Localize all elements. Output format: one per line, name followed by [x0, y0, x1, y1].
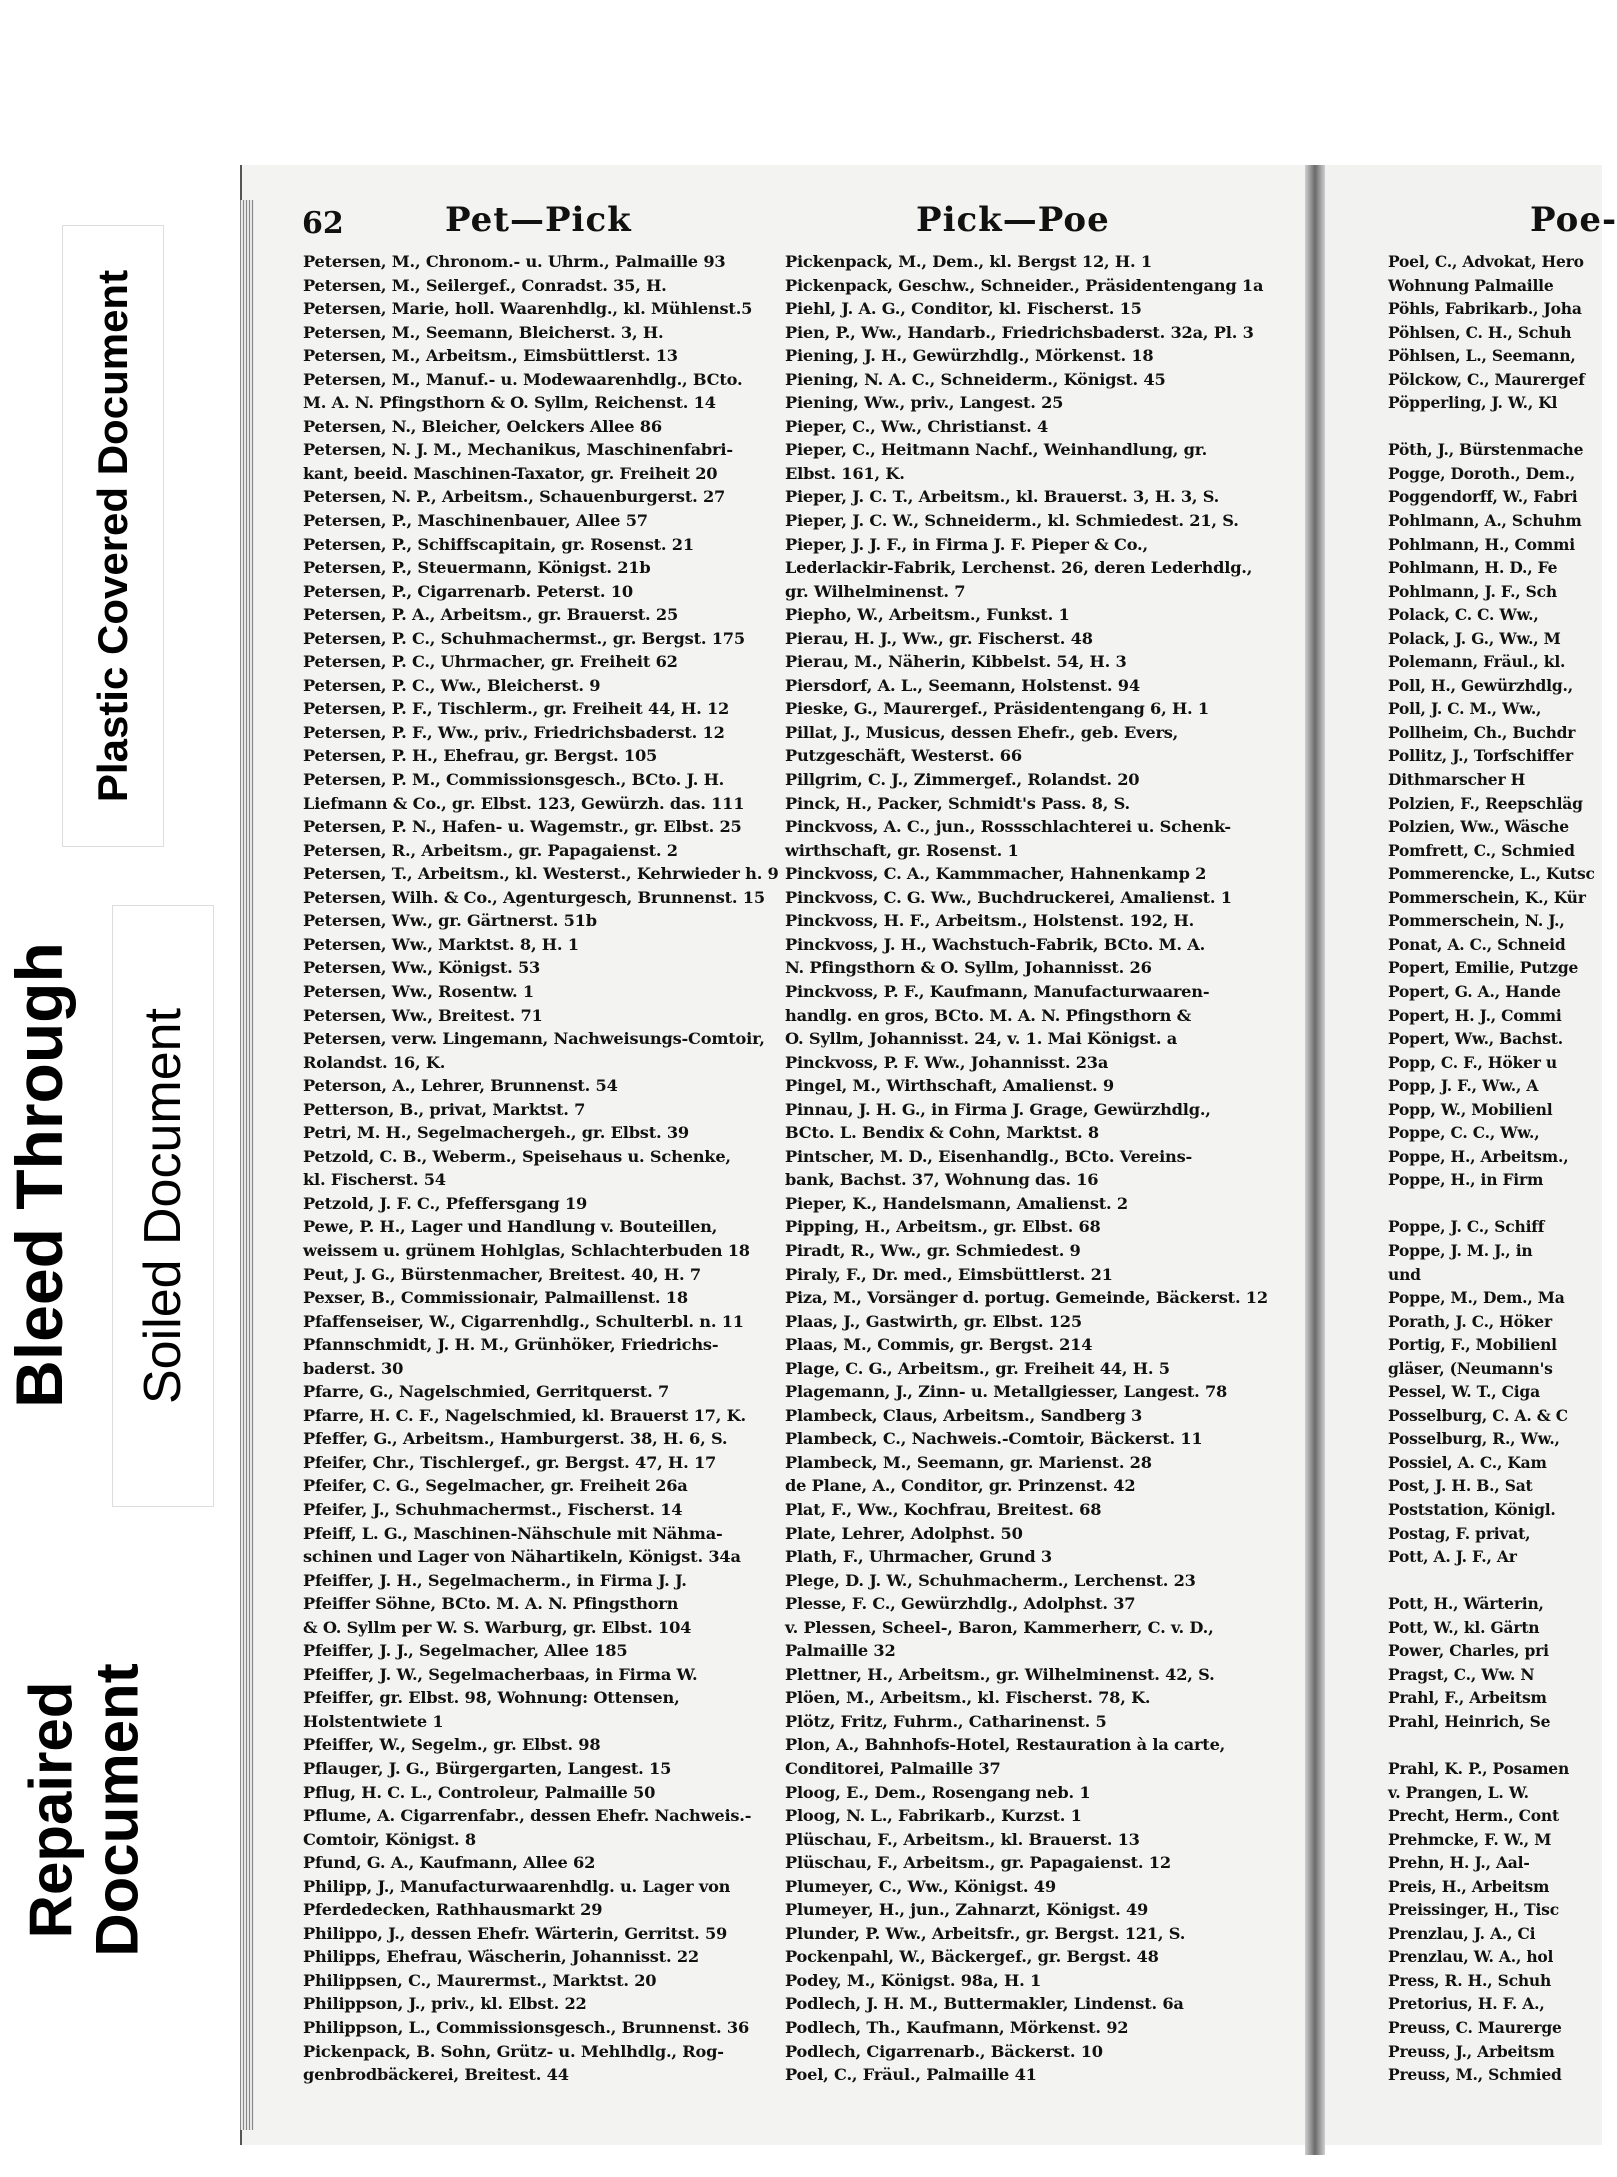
directory-entry: v. Plessen, Scheel-, Baron, Kammerherr, C. v. D., [785, 1617, 1214, 1637]
directory-entry: Ponat, A. C., Schneid [1388, 934, 1566, 954]
directory-entry: gläser, (Neumann's [1388, 1358, 1553, 1378]
directory-entry: Pillgrim, C. J., Zimmergef., Rolandst. 20 [785, 770, 1140, 790]
directory-entry: Ploog, E., Dem., Rosengang neb. 1 [785, 1782, 1091, 1802]
directory-entry: Posselburg, R., Ww., [1388, 1429, 1560, 1449]
directory-entry: Plumeyer, C., Ww., Königst. 49 [785, 1876, 1056, 1896]
directory-entry: Podey, M., Königst. 98a, H. 1 [785, 1970, 1042, 1990]
directory-entry: Poppe, C. C., Ww., [1388, 1123, 1540, 1143]
directory-entry: Petersen, P., Maschinenbauer, Allee 57 [303, 511, 648, 531]
directory-entry: Petersen, M., Chronom.- u. Uhrm., Palmaille 93 [303, 252, 726, 271]
directory-entry: kant, beeid. Maschinen-Taxator, gr. Freiheit 20 [303, 463, 718, 483]
bleed-through-tag [0, 870, 78, 1480]
directory-entry: Pipping, H., Arbeitsm., gr. Elbst. 68 [785, 1217, 1101, 1237]
left-column [303, 250, 779, 2100]
directory-entry: Pinckvoss, P. F. Ww., Johannisst. 23a [785, 1052, 1109, 1072]
directory-entry: Popert, G. A., Hande [1388, 981, 1561, 1001]
page-edges [240, 200, 254, 2130]
directory-entry: Podlech, J. H. M., Buttermakler, Lindenst. 6a [785, 1994, 1184, 2014]
directory-entry: Plambeck, M., Seemann, gr. Marienst. 28 [785, 1452, 1152, 1472]
directory-entry: BCto. L. Bendix & Cohn, Marktst. 8 [785, 1123, 1099, 1143]
directory-entry: de Plane, A., Conditor, gr. Prinzenst. 42 [785, 1476, 1136, 1496]
directory-entry: Petri, M. H., Segelmachergeh., gr. Elbst. 39 [303, 1123, 689, 1143]
directory-entry: Petterson, B., privat, Marktst. 7 [303, 1099, 586, 1119]
directory-entry: Pierau, H. J., Ww., gr. Fischerst. 48 [785, 628, 1093, 648]
directory-entry: Portig, F., Mobilienl [1388, 1335, 1557, 1355]
directory-entry: Pillat, J., Musicus, dessen Ehefr., geb. Evers, [785, 722, 1179, 742]
directory-entry: Pommerschein, K., Kür [1388, 887, 1586, 907]
directory-entry: M. A. N. Pfingsthorn & O. Syllm, Reichenst. 14 [303, 393, 716, 413]
directory-entry: Pott, H., Wärterin, [1388, 1594, 1544, 1614]
directory-entry: Poggendorff, W., Fabri [1388, 487, 1578, 507]
directory-entry [1388, 1192, 1598, 1216]
directory-entry: Precht, Herm., Cont [1388, 1806, 1559, 1826]
directory-entry: Poststation, Königl. [1388, 1499, 1556, 1519]
directory-entry [1388, 1733, 1598, 1757]
directory-entry: Pflauger, J. G., Bürgergarten, Langest. 15 [303, 1759, 672, 1778]
directory-entry: Piehl, J. A. G., Conditor, kl. Fischerst. 15 [785, 299, 1142, 319]
directory-entry: Plaas, J., Gastwirth, gr. Elbst. 125 [785, 1311, 1082, 1331]
directory-entry: Philippo, J., dessen Ehefr. Wärterin, Gerritst. 59 [303, 1923, 728, 1943]
directory-entry [1388, 415, 1598, 439]
directory-entry: Petersen, M., Seilergef., Conradst. 35, H. [303, 275, 667, 295]
directory-entry: Pingel, M., Wirthschaft, Amalienst. 9 [785, 1076, 1114, 1096]
directory-entry: Piening, J. H., Gewürzhdlg., Mörkenst. 18 [785, 346, 1154, 366]
directory-entry: wirthschaft, gr. Rosenst. 1 [785, 840, 1019, 860]
directory-entry: Pockenpahl, W., Bäckergef., gr. Bergst. 48 [785, 1947, 1159, 1967]
directory-entry: Plüschau, F., Arbeitsm., gr. Papagaienst. 12 [785, 1853, 1171, 1873]
header-right: Poe- [1530, 200, 1617, 240]
directory-entry: Popp, J. F., Ww., A [1388, 1076, 1539, 1096]
directory-entry: Popert, Emilie, Putzge [1388, 958, 1579, 978]
directory-entry: Poll, J. C. M., Ww., [1388, 699, 1542, 719]
directory-entry: Dithmarscher H [1388, 770, 1526, 790]
directory-entry: Rolandst. 16, K. [303, 1052, 446, 1072]
directory-entry: Liefmann & Co., gr. Elbst. 123, Gewürzh. das. 111 [303, 793, 745, 813]
directory-entry: Plüschau, F., Arbeitsm., kl. Brauerst. 13 [785, 1829, 1140, 1849]
header-left: Pet—Pick [445, 200, 632, 240]
directory-entry: Piersdorf, A. L., Seemann, Holstenst. 94 [785, 675, 1140, 695]
directory-entry: Power, Charles, pri [1388, 1641, 1549, 1661]
directory-entry: Pickenpack, M., Dem., kl. Bergst 12, H. 1 [785, 252, 1152, 271]
directory-entry: Elbst. 161, K. [785, 463, 905, 483]
directory-entry: Pinckvoss, H. F., Arbeitsm., Holstenst. 192, H. [785, 911, 1195, 931]
directory-entry: Pien, P., Ww., Handarb., Friedrichsbaderst. 32a, Pl. 3 [785, 322, 1254, 342]
directory-entry: Pfarre, H. C. F., Nagelschmied, kl. Brauerst 17, K. [303, 1405, 746, 1425]
directory-entry: Piraly, F., Dr. med., Eimsbüttlerst. 21 [785, 1264, 1113, 1284]
directory-entry: Pferdedecken, Rathhausmarkt 29 [303, 1900, 603, 1920]
directory-entry: Poppe, J. M. J., in [1388, 1240, 1533, 1260]
directory-entry: Petersen, verw. Lingemann, Nachweisungs-Comtoir, [303, 1029, 765, 1049]
directory-entry: Popp, C. F., Höker u [1388, 1052, 1557, 1072]
directory-entry: Prenzlau, W. A., hol [1388, 1947, 1554, 1967]
directory-entry: Petersen, T., Arbeitsm., kl. Westerst., Kehrwieder h. 9 [303, 864, 779, 884]
directory-entry: Lederlackir-Fabrik, Lerchenst. 26, deren Lederhdlg., [785, 558, 1253, 578]
directory-entry: Pfannschmidt, J. H. M., Grünhöker, Friedrichs- [303, 1335, 719, 1355]
directory-entry: Pinnau, J. H. G., in Firma J. Grage, Gewürzhdlg., [785, 1099, 1211, 1119]
directory-entry: Pott, A. J. F., Ar [1388, 1547, 1517, 1567]
directory-entry: Pfeffer, G., Arbeitsm., Hamburgerst. 38, H. 6, S. [303, 1429, 728, 1449]
directory-entry: Ploog, N. L., Fabrikarb., Kurzst. 1 [785, 1806, 1082, 1826]
directory-entry: Prahl, F., Arbeitsm [1388, 1688, 1547, 1708]
directory-entry: & O. Syllm per W. S. Warburg, gr. Elbst. 104 [303, 1617, 692, 1637]
directory-entry: Philippson, L., Commissionsgesch., Brunnenst. 36 [303, 2018, 750, 2038]
directory-entry: Petersen, P. C., Uhrmacher, gr. Freiheit 62 [303, 652, 678, 672]
directory-entry: Pfeiffer, gr. Elbst. 98, Wohnung: Ottensen, [303, 1688, 680, 1708]
directory-entry: Pexser, B., Commissionair, Palmaillenst. 18 [303, 1288, 688, 1308]
directory-entry: Petzold, C. B., Weberm., Speisehaus u. Schenke, [303, 1146, 731, 1166]
directory-entry: Podlech, Th., Kaufmann, Mörkenst. 92 [785, 2018, 1129, 2038]
directory-entry: Pieper, J. J. F., in Firma J. F. Pieper & Co., [785, 534, 1148, 554]
directory-entry: Poll, H., Gewürzhdlg., [1388, 675, 1573, 695]
directory-entry: Plunder, P. Ww., Arbeitsfr., gr. Bergst. 121, S. [785, 1923, 1186, 1943]
directory-entry: Pieper, K., Handelsmann, Amalienst. 2 [785, 1193, 1128, 1213]
directory-entry: Press, R. H., Schuh [1388, 1970, 1552, 1990]
header-center: Pick—Poe [916, 200, 1110, 240]
directory-entry: Palmaille 32 [785, 1641, 896, 1661]
directory-entry: Comtoir, Königst. 8 [303, 1829, 476, 1849]
directory-entry: Pfeiffer Söhne, BCto. M. A. N. Pfingsthorn [303, 1594, 679, 1614]
directory-entry: Petersen, Marie, holl. Waarenhdlg., kl. Mühlenst.5 [303, 299, 753, 319]
directory-entry: handlg. en gros, BCto. M. A. N. Pfingsthorn & [785, 1005, 1192, 1025]
bleed-through-label: Bleed Through [2, 942, 76, 1408]
directory-entry: Pollheim, Ch., Buchdr [1388, 722, 1576, 742]
directory-entry [1388, 1569, 1598, 1593]
directory-entry: Petersen, Ww., Rosentw. 1 [303, 981, 534, 1001]
directory-entry: Philipps, Ehefrau, Wäscherin, Johannisst. 22 [303, 1947, 699, 1967]
directory-entry: Pommerschein, N. J., [1388, 911, 1565, 931]
directory-entry: Petersen, Wilh. & Co., Agenturgesch, Brunnenst. 15 [303, 887, 765, 907]
directory-entry: Pinckvoss, P. F., Kaufmann, Manufacturwaaren- [785, 981, 1210, 1001]
directory-entry: Pohlmann, J. F., Sch [1388, 581, 1557, 601]
directory-entry: Pfeiff, L. G., Maschinen-Nähschule mit Nähma- [303, 1523, 723, 1543]
directory-entry: Petersen, M., Seemann, Bleicherst. 3, H. [303, 322, 664, 342]
directory-entry: Pintscher, M. D., Eisenhandlg., BCto. Vereins- [785, 1146, 1193, 1166]
directory-entry: Plöen, M., Arbeitsm., kl. Fischerst. 78, K. [785, 1688, 1151, 1708]
directory-entry: Petersen, Ww., Königst. 53 [303, 958, 541, 978]
directory-entry: Philippsen, C., Maurermst., Marktst. 20 [303, 1970, 657, 1990]
directory-entry: Petersen, Ww., Marktst. 8, H. 1 [303, 934, 579, 954]
directory-entry: Pollitz, J., Torfschiffer [1388, 746, 1573, 766]
tag-strip [0, 0, 240, 2177]
directory-entry: O. Syllm, Johannisst. 24, v. 1. Mai Königst. a [785, 1029, 1178, 1049]
directory-entry: Pott, W., kl. Gärtn [1388, 1617, 1540, 1637]
directory-entry: Pretorius, H. F. A., [1388, 1994, 1545, 2014]
directory-entry: Pfeifer, Chr., Tischlergef., gr. Bergst. 47, H. 17 [303, 1452, 717, 1472]
directory-entry: Piza, M., Vorsänger d. portug. Gemeinde, Bäckerst. 12 [785, 1288, 1268, 1308]
directory-entry: Poel, C., Advokat, Hero [1388, 252, 1584, 271]
directory-entry: Piening, Ww., priv., Langest. 25 [785, 393, 1064, 413]
directory-entry: Petersen, M., Arbeitsm., Eimsbüttlerst. 13 [303, 346, 678, 366]
repaired-label [19, 1663, 151, 1956]
directory-entry: Plath, F., Uhrmacher, Grund 3 [785, 1547, 1052, 1567]
directory-entry: Petersen, P. M., Commissionsgesch., BCto. J. H. [303, 770, 725, 790]
directory-entry: Polack, J. G., Ww., M [1388, 628, 1561, 648]
directory-entry: Piepho, W., Arbeitsm., Funkst. 1 [785, 605, 1070, 625]
directory-entry: Petersen, P. N., Hafen- u. Wagemstr., gr. Elbst. 25 [303, 817, 742, 837]
directory-entry: Putzgeschäft, Westerst. 66 [785, 746, 1022, 766]
directory-entry: Preuss, M., Schmied [1388, 2065, 1562, 2085]
directory-entry: Pieper, J. C. W., Schneiderm., kl. Schmiedest. 21, S. [785, 511, 1239, 531]
directory-entry: Pieper, C., Heitmann Nachf., Weinhandlung, gr. [785, 440, 1208, 460]
directory-entry: Pflug, H. C. L., Controleur, Palmaille 50 [303, 1782, 656, 1802]
directory-entry: Pfeiffer, J. W., Segelmacherbaas, in Firma W. [303, 1664, 698, 1684]
directory-entry: Pfeifer, J., Schuhmachermst., Fischerst. 14 [303, 1499, 683, 1519]
directory-entry: Polack, C. C. Ww., [1388, 605, 1539, 625]
directory-entry: Preissinger, H., Tisc [1388, 1900, 1559, 1920]
directory-entry: Pinckvoss, A. C., jun., Rossschlachterei u. Schenk- [785, 817, 1231, 837]
directory-entry: Pieper, C., Ww., Christianst. 4 [785, 416, 1049, 436]
directory-entry: Pragst, C., Ww. N [1388, 1664, 1535, 1684]
directory-entry: N. Pfingsthorn & O. Syllm, Johannisst. 26 [785, 958, 1152, 978]
directory-entry: Pölckow, C., Maurergef [1388, 369, 1585, 389]
plastic-covered-tag [62, 225, 164, 847]
directory-entry: Preuss, C. Maurerge [1388, 2018, 1562, 2038]
directory-entry: Pfeifer, C. G., Segelmacher, gr. Freiheit 26a [303, 1476, 688, 1496]
directory-entry: Pessel, W. T., Ciga [1388, 1382, 1540, 1402]
directory-entry: Petersen, P., Steuermann, Königst. 21b [303, 558, 651, 578]
directory-entry: Pohlmann, H., Commi [1388, 534, 1575, 554]
directory-entry: baderst. 30 [303, 1358, 404, 1378]
page-number: 62 [302, 206, 344, 241]
directory-entry: Plesse, F. C., Gewürzhdlg., Adolphst. 37 [785, 1594, 1136, 1614]
directory-entry: Pinckvoss, C. A., Kammmacher, Hahnenkamp 2 [785, 864, 1207, 884]
directory-entry: Petersen, M., Manuf.- u. Modewaarenhdlg., BCto. [303, 369, 743, 389]
directory-entry: Petersen, P., Cigarrenarb. Peterst. 10 [303, 581, 633, 601]
directory-entry: bank, Bachst. 37, Wohnung das. 16 [785, 1170, 1099, 1190]
directory-entry: Plagemann, J., Zinn- u. Metallgiesser, Langest. 78 [785, 1382, 1228, 1402]
directory-entry: Pickenpack, Geschw., Schneider., Präsidentengang 1a [785, 275, 1264, 295]
directory-entry: Poppe, M., Dem., Ma [1388, 1288, 1565, 1308]
directory-entry: Plate, Lehrer, Adolphst. 50 [785, 1523, 1023, 1543]
directory-entry: Pieper, J. C. T., Arbeitsm., kl. Brauerst. 3, H. 3, S. [785, 487, 1220, 507]
directory-entry: Polzien, Ww., Wäsche [1388, 817, 1569, 837]
soiled-tag [112, 905, 214, 1507]
directory-entry: Plettner, H., Arbeitsm., gr. Wilhelminenst. 42, S. [785, 1664, 1215, 1684]
directory-entry: Petzold, J. F. C., Pfeffersgang 19 [303, 1193, 588, 1213]
directory-entry: Pfeiffer, J. H., Segelmacherm., in Firma J. J. [303, 1570, 687, 1590]
directory-entry: Pfund, G. A., Kaufmann, Allee 62 [303, 1853, 596, 1873]
directory-entry: Petersen, N. P., Arbeitsm., Schauenburgerst. 27 [303, 487, 726, 507]
directory-entry: Pierau, M., Näherin, Kibbelst. 54, H. 3 [785, 652, 1127, 672]
directory-entry: Pomfrett, C., Schmied [1388, 840, 1575, 860]
directory-entry: Plambeck, Claus, Arbeitsm., Sandberg 3 [785, 1405, 1143, 1425]
directory-entry: Popert, Ww., Bachst. [1388, 1029, 1563, 1049]
directory-entry: Polemann, Fräul., kl. [1388, 652, 1566, 672]
directory-entry: Petersen, P. C., Ww., Bleicherst. 9 [303, 675, 601, 695]
directory-entry: Plon, A., Bahnhofs-Hotel, Restauration à la carte, [785, 1735, 1226, 1755]
directory-entry: Polzien, F., Reepschläg [1388, 793, 1583, 813]
directory-entry: v. Prangen, L. W. [1388, 1782, 1529, 1802]
directory-entry: Piradt, R., Ww., gr. Schmiedest. 9 [785, 1240, 1081, 1260]
directory-entry: Poel, C., Fräul., Palmaille 41 [785, 2065, 1037, 2085]
directory-entry: Wohnung Palmaille [1388, 275, 1554, 295]
directory-entry: Pfaffenseiser, W., Cigarrenhdlg., Schulterbl. n. 11 [303, 1311, 744, 1331]
directory-entry: Prahl, Heinrich, Se [1388, 1711, 1551, 1731]
repaired-tag [0, 1600, 170, 2020]
directory-entry: Plege, D. J. W., Schuhmacherm., Lerchenst. 23 [785, 1570, 1196, 1590]
directory-entry: Poppe, H., Arbeitsm., [1388, 1146, 1569, 1166]
directory-entry: Posselburg, C. A. & C [1388, 1405, 1568, 1425]
directory-entry: Plötz, Fritz, Fuhrm., Catharinenst. 5 [785, 1711, 1107, 1731]
directory-entry: Petersen, P. A., Arbeitsm., gr. Brauerst. 25 [303, 605, 679, 625]
directory-entry: Postag, F. privat, [1388, 1523, 1531, 1543]
directory-entry: Petersen, Ww., gr. Gärtnerst. 51b [303, 911, 597, 931]
directory-entry: Plaas, M., Commis, gr. Bergst. 214 [785, 1335, 1093, 1355]
directory-entry: Pewe, P. H., Lager und Handlung v. Bouteillen, [303, 1217, 718, 1237]
directory-entry: genbrodbäckerei, Breitest. 44 [303, 2065, 569, 2085]
directory-entry: Prenzlau, J. A., Ci [1388, 1923, 1536, 1943]
directory-entry: Petersen, P. F., Tischlerm., gr. Freiheit 44, H. 12 [303, 699, 730, 719]
directory-entry: Pommerencke, L., Kutsc [1388, 864, 1595, 884]
directory-entry: Pflume, A. Cigarrenfabr., dessen Ehefr. Nachweis.- [303, 1806, 752, 1826]
directory-entry: Pfarre, G., Nagelschmied, Gerritquerst. 7 [303, 1382, 670, 1402]
directory-entry: gr. Wilhelminenst. 7 [785, 581, 966, 601]
repaired-line-1: Repaired [18, 1681, 86, 1939]
directory-entry: Pohlmann, H. D., Fe [1388, 558, 1558, 578]
directory-entry: Philipp, J., Manufacturwaarenhdlg. u. Lager von [303, 1876, 731, 1896]
directory-entry: Petersen, P. H., Ehefrau, gr. Bergst. 105 [303, 746, 658, 766]
directory-entry: Peut, J. G., Bürstenmacher, Breitest. 40, H. 7 [303, 1264, 701, 1284]
directory-entry: Holstentwiete 1 [303, 1711, 444, 1731]
directory-entry: Peterson, A., Lehrer, Brunnenst. 54 [303, 1076, 618, 1096]
directory-entry: Pöhlsen, L., Seemann, [1388, 346, 1576, 366]
middle-column [785, 250, 1285, 2100]
directory-entry: Post, J. H. B., Sat [1388, 1476, 1533, 1496]
directory-entry: Pinckvoss, C. G. Ww., Buchdruckerei, Amalienst. 1 [785, 887, 1232, 907]
directory-entry: Popert, H. J., Commi [1388, 1005, 1562, 1025]
directory-entry: Podlech, Cigarrenarb., Bäckerst. 10 [785, 2041, 1103, 2061]
directory-entry: Conditorei, Palmaille 37 [785, 1759, 1001, 1778]
directory-entry: Pfeiffer, W., Segelm., gr. Elbst. 98 [303, 1735, 601, 1755]
directory-entry: Porath, J. C., Höker [1388, 1311, 1552, 1331]
directory-entry: Prehmcke, F. W., M [1388, 1829, 1552, 1849]
directory-entry: Plat, F., Ww., Kochfrau, Breitest. 68 [785, 1499, 1102, 1519]
directory-entry: Preis, H., Arbeitsm [1388, 1876, 1550, 1896]
directory-entry: Plambeck, C., Nachweis.-Comtoir, Bäckerst. 11 [785, 1429, 1203, 1449]
directory-entry: Plage, C. G., Arbeitsm., gr. Freiheit 44, H. 5 [785, 1358, 1170, 1378]
directory-entry: und [1388, 1264, 1421, 1284]
directory-entry: Philippson, J., priv., kl. Elbst. 22 [303, 1994, 587, 2014]
directory-entry: Petersen, P. C., Schuhmachermst., gr. Bergst. 175 [303, 628, 745, 648]
directory-entry: kl. Fischerst. 54 [303, 1170, 446, 1190]
book-gutter [1305, 165, 1325, 2155]
directory-entry: Pöpperling, J. W., Kl [1388, 393, 1558, 413]
directory-entry: Poppe, H., in Firm [1388, 1170, 1544, 1190]
directory-entry: Pöhlsen, C. H., Schuh [1388, 322, 1572, 342]
directory-entry: Plumeyer, H., jun., Zahnarzt, Königst. 49 [785, 1900, 1149, 1920]
directory-entry: Petersen, Ww., Breitest. 71 [303, 1005, 543, 1025]
soiled-label: Soiled Document [134, 1008, 192, 1404]
directory-entry: Pickenpack, B. Sohn, Grütz- u. Mehlhdlg., Rog- [303, 2041, 724, 2061]
right-column [1388, 250, 1598, 2085]
directory-entry: Piening, N. A. C., Schneiderm., Königst. 45 [785, 369, 1166, 389]
directory-entry: weissem u. grünem Hohlglas, Schlachterbuden 18 [303, 1240, 750, 1260]
directory-entry: Possiel, A. C., Kam [1388, 1452, 1547, 1472]
directory-entry: Pfeiffer, J. J., Segelmacher, Allee 185 [303, 1641, 628, 1661]
directory-entry: Petersen, R., Arbeitsm., gr. Papagaienst. 2 [303, 840, 678, 860]
directory-entry: Petersen, N. J. M., Mechanikus, Maschinenfabri- [303, 440, 733, 460]
plastic-covered-label: Plastic Covered Document [89, 269, 137, 803]
directory-entry: Popp, W., Mobilienl [1388, 1099, 1553, 1119]
repaired-line-2: Document [84, 1663, 152, 1957]
directory-entry: Pöhls, Fabrikarb., Joha [1388, 299, 1582, 319]
directory-entry: Petersen, N., Bleicher, Oelckers Allee 86 [303, 416, 662, 436]
directory-entry: Pieske, G., Maurergef., Präsidentengang 6, H. 1 [785, 699, 1209, 719]
directory-entry: Pogge, Doroth., Dem., [1388, 463, 1576, 483]
directory-entry: Prahl, K. P., Posamen [1388, 1759, 1570, 1778]
directory-entry: Poppe, J. C., Schiff [1388, 1217, 1545, 1237]
directory-entry: Petersen, P. F., Ww., priv., Friedrichsbaderst. 12 [303, 722, 725, 742]
directory-entry: Pinck, H., Packer, Schmidt's Pass. 8, S. [785, 793, 1130, 813]
directory-entry: Pohlmann, A., Schuhm [1388, 511, 1582, 531]
directory-entry: Preuss, J., Arbeitsm [1388, 2041, 1555, 2061]
directory-entry: Petersen, P., Schiffscapitain, gr. Rosenst. 21 [303, 534, 694, 554]
directory-entry: Prehn, H. J., Aal- [1388, 1853, 1530, 1873]
directory-entry: schinen und Lager von Nähartikeln, Königst. 34a [303, 1547, 741, 1567]
directory-entry: Pinckvoss, J. H., Wachstuch-Fabrik, BCto. M. A. [785, 934, 1206, 954]
directory-entry: Pöth, J., Bürstenmache [1388, 440, 1584, 460]
